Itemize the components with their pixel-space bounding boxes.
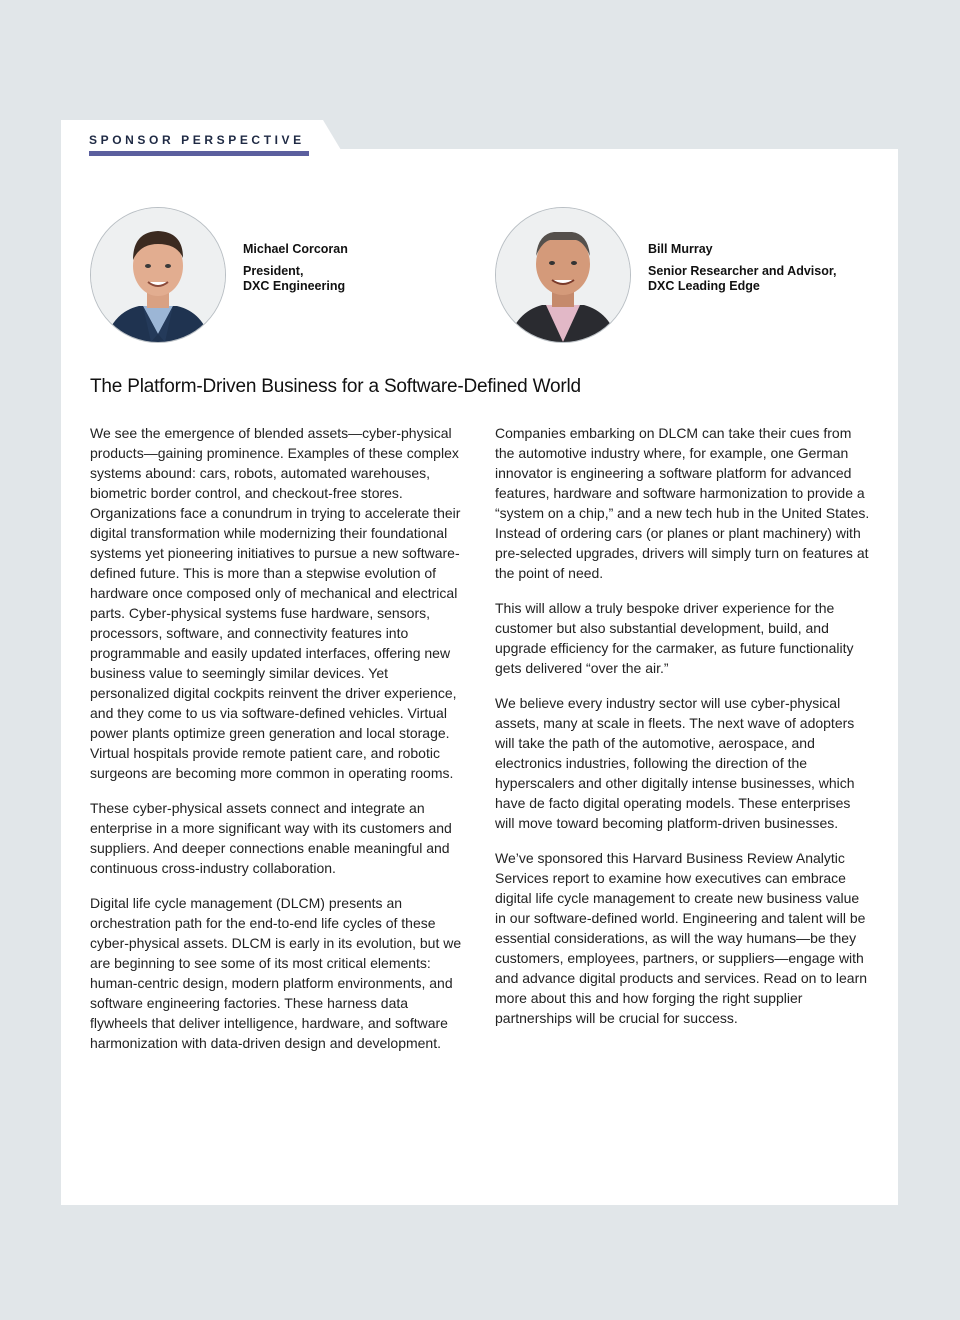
body-paragraph: We believe every industry sector will use cyber-physical assets, many at scale in fleets. The next wave of adopters will take the path of the automotive, aerospace, and electronics industries, following the direction of the hyperscalers and other digitally intense businesses, which have de facto digital operating models. These enterprises will move toward becoming platform-driven businesses.	[495, 695, 855, 831]
section-underline	[89, 151, 309, 156]
person-role: President, DXC Engineering	[243, 264, 346, 293]
person-info-1	[243, 242, 348, 294]
section-tab-corner	[323, 120, 341, 150]
body-paragraph: We see the emergence of blended assets—cyber-physical products—gaining prominence. Examples of these complex systems abound: cars, robots, automated warehouses, biometric border control, and checkout-free stores. Organizations face a conundrum in trying to accelerate their digital transformation while modernizing their foundational systems yet pioneering initiatives to pursue a new software-defined future. This is more than a stepwise evolution of hardware once composed only of mechanical and electrical parts. Cyber-physical systems fuse hardware, sensors, processors, software, and connectivity features into programmable and easily updated interfaces, offering new business value to seemingly similar devices. Yet personalized digital cockpits reinvent the driver experience, and they come to us via software-defined vehicles. Virtual power plants optimize green generation and local storage. Virtual hospitals provide remote patient care, and robotic surgeons are becoming more common in operating rooms.	[90, 425, 461, 781]
person-name: Michael Corcoran	[243, 242, 348, 256]
right-column	[495, 423, 873, 1043]
article-headline: The Platform-Driven Business for a Software-Defined World	[90, 376, 581, 397]
person-role: Senior Researcher and Advisor, DXC Leading Edge	[648, 264, 837, 293]
body-paragraph: This will allow a truly bespoke driver experience for the customer but also substantial development, build, and upgrade efficiency for the carmaker, as future functionality gets delivered “over the air.”	[495, 600, 854, 676]
person-name: Bill Murray	[648, 242, 713, 256]
body-paragraph: Digital life cycle management (DLCM) presents an orchestration path for the end-to-end life cycles of these cyber-physical assets. DLCM is early in its evolution, but we are beginning to see some of its most critical elements: human-centric design, modern platform environments, and software engineering factories. These harness data flywheels that deliver intelligence, hardware, and software harmonization with data-driven design and development.	[90, 895, 462, 1051]
body-paragraph: Companies embarking on DLCM can take their cues from the automotive industry where, for example, one German innovator is engineering a software platform for advanced features, hardware and software harmonization to provide a “system on a chip,” and a new tech hub in the United States. Instead of ordering cars (or planes or plant machinery) with pre-selected upgrades, drivers will simply turn on features at the point of need.	[495, 425, 870, 581]
body-paragraph: We’ve sponsored this Harvard Business Review Analytic Services report to examine how executives can embrace digital life cycle management to create new business value in our software-defined world. Engineering and talent will be essential considerations, as will the way humans—be they customers, employees, partners, or suppliers—engage with and advance digital products and services. Read on to learn more about this and how forging the right supplier partnerships will be crucial for success.	[495, 850, 868, 1026]
portrait-bill-murray-icon	[495, 207, 631, 343]
person-info-2	[648, 242, 837, 294]
section-label: SPONSOR PERSPECTIVE	[89, 133, 305, 147]
portrait-michael-corcoran-icon	[90, 207, 226, 343]
body-paragraph: These cyber-physical assets connect and integrate an enterprise in a more significant way with its customers and suppliers. And deeper connections enable meaningful and continuous cross-industry collaboration.	[90, 800, 452, 876]
left-column	[90, 423, 466, 1068]
